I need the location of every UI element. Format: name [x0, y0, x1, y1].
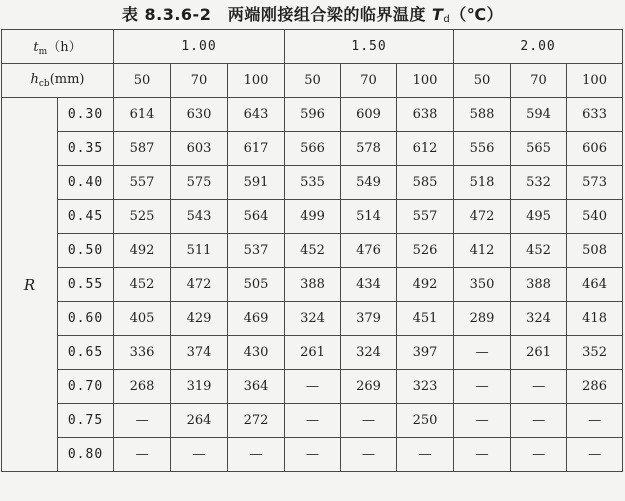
temperature-cell: 388: [511, 268, 567, 302]
temperature-cell: 603: [171, 132, 228, 166]
table-title-var-sub: d: [443, 14, 451, 25]
temperature-cell: 250: [397, 404, 454, 438]
temperature-cell: —: [511, 438, 567, 472]
temperature-cell: 418: [567, 302, 623, 336]
temperature-cell: 643: [228, 98, 285, 132]
temperature-cell: —: [341, 438, 397, 472]
header-hcb-value: 50: [285, 64, 341, 98]
temperature-cell: 535: [285, 166, 341, 200]
temperature-cell: 518: [454, 166, 511, 200]
temperature-cell: 268: [114, 370, 171, 404]
table-row: [2, 200, 623, 234]
header-hcb-value: 100: [567, 64, 623, 98]
temperature-cell: 585: [397, 166, 454, 200]
header-hcb-value: 100: [397, 64, 454, 98]
header-tm-value: 1.00: [114, 30, 285, 64]
temperature-cell: 286: [567, 370, 623, 404]
temperature-cell: 364: [228, 370, 285, 404]
temperature-cell: 549: [341, 166, 397, 200]
tm-unit: （h）: [47, 40, 82, 55]
table-body: [2, 98, 623, 472]
temperature-cell: 630: [171, 98, 228, 132]
temperature-cell: —: [511, 370, 567, 404]
temperature-cell: 596: [285, 98, 341, 132]
table-row: [2, 302, 623, 336]
temperature-cell: 526: [397, 234, 454, 268]
r-value-cell: 0.35: [58, 132, 114, 166]
temperature-cell: 405: [114, 302, 171, 336]
temperature-cell: —: [454, 336, 511, 370]
table-title-var: T: [431, 5, 444, 24]
temperature-cell: 451: [397, 302, 454, 336]
table-title-unit: （℃）: [450, 5, 504, 24]
temperature-cell: 532: [511, 166, 567, 200]
temperature-cell: 476: [341, 234, 397, 268]
temperature-cell: 323: [397, 370, 454, 404]
temperature-cell: 565: [511, 132, 567, 166]
table-row: [2, 336, 623, 370]
temperature-cell: —: [341, 404, 397, 438]
r-value-cell: 0.45: [58, 200, 114, 234]
temperature-cell: 434: [341, 268, 397, 302]
temperature-cell: 388: [285, 268, 341, 302]
temperature-cell: 264: [171, 404, 228, 438]
temperature-cell: 324: [341, 336, 397, 370]
temperature-cell: 614: [114, 98, 171, 132]
temperature-cell: 452: [114, 268, 171, 302]
table-row: [2, 132, 623, 166]
tm-var: t: [33, 40, 39, 55]
r-value-cell: 0.50: [58, 234, 114, 268]
r-value-cell: 0.60: [58, 302, 114, 336]
temperature-cell: 508: [567, 234, 623, 268]
temperature-cell: 566: [285, 132, 341, 166]
temperature-cell: 492: [397, 268, 454, 302]
temperature-cell: —: [511, 404, 567, 438]
temperature-cell: 575: [171, 166, 228, 200]
header-tm-value: 1.50: [285, 30, 454, 64]
temperature-cell: 289: [454, 302, 511, 336]
table-row: [2, 268, 623, 302]
temperature-cell: —: [454, 404, 511, 438]
header-hcb-value: 70: [511, 64, 567, 98]
temperature-cell: 557: [397, 200, 454, 234]
temperature-cell: —: [397, 438, 454, 472]
temperature-cell: —: [114, 438, 171, 472]
header-hcb-label: [2, 64, 114, 98]
temperature-cell: 543: [171, 200, 228, 234]
temperature-cell: 379: [341, 302, 397, 336]
temperature-cell: 324: [285, 302, 341, 336]
temperature-cell: 469: [228, 302, 285, 336]
hcb-unit: (mm): [49, 72, 85, 87]
temperature-cell: —: [228, 438, 285, 472]
header-hcb-value: 70: [171, 64, 228, 98]
table-row: [2, 234, 623, 268]
temperature-cell: 261: [511, 336, 567, 370]
temperature-cell: 556: [454, 132, 511, 166]
temperature-cell: 564: [228, 200, 285, 234]
table-row: [2, 98, 623, 132]
r-value-cell: 0.30: [58, 98, 114, 132]
row-group-label: R: [2, 98, 58, 472]
temperature-cell: 429: [171, 302, 228, 336]
temperature-cell: —: [114, 404, 171, 438]
tm-sub: m: [38, 47, 48, 57]
temperature-cell: 557: [114, 166, 171, 200]
temperature-cell: 492: [114, 234, 171, 268]
temperature-cell: 374: [171, 336, 228, 370]
temperature-cell: 537: [228, 234, 285, 268]
temperature-cell: 412: [454, 234, 511, 268]
temperature-cell: —: [285, 370, 341, 404]
header-hcb-value: 50: [114, 64, 171, 98]
temperature-cell: 452: [511, 234, 567, 268]
table-row: [2, 166, 623, 200]
temperature-cell: 324: [511, 302, 567, 336]
temperature-cell: —: [567, 404, 623, 438]
temperature-cell: 540: [567, 200, 623, 234]
temperature-cell: 261: [285, 336, 341, 370]
header-tm-value: 2.00: [454, 30, 623, 64]
header-row-hcb: [2, 64, 623, 98]
temperature-cell: —: [285, 404, 341, 438]
header-hcb-value: 50: [454, 64, 511, 98]
temperature-cell: 612: [397, 132, 454, 166]
temperature-cell: 352: [567, 336, 623, 370]
temperature-cell: 578: [341, 132, 397, 166]
temperature-cell: 350: [454, 268, 511, 302]
header-hcb-value: 100: [228, 64, 285, 98]
temperature-cell: 452: [285, 234, 341, 268]
temperature-cell: 464: [567, 268, 623, 302]
temperature-cell: —: [567, 438, 623, 472]
temperature-cell: 587: [114, 132, 171, 166]
table-row: [2, 370, 623, 404]
r-value-cell: 0.55: [58, 268, 114, 302]
temperature-cell: 272: [228, 404, 285, 438]
temperature-cell: 594: [511, 98, 567, 132]
header-row-tm: [2, 30, 623, 64]
table-row: [2, 404, 623, 438]
temperature-cell: 430: [228, 336, 285, 370]
temperature-cell: 269: [341, 370, 397, 404]
temperature-cell: 505: [228, 268, 285, 302]
temperature-cell: —: [454, 438, 511, 472]
temperature-cell: 472: [454, 200, 511, 234]
critical-temperature-table: [1, 29, 623, 472]
temperature-cell: 609: [341, 98, 397, 132]
temperature-cell: 336: [114, 336, 171, 370]
r-value-cell: 0.80: [58, 438, 114, 472]
temperature-cell: —: [454, 370, 511, 404]
temperature-cell: 319: [171, 370, 228, 404]
hcb-var: h: [30, 72, 39, 87]
temperature-cell: 472: [171, 268, 228, 302]
temperature-cell: 397: [397, 336, 454, 370]
temperature-cell: 606: [567, 132, 623, 166]
temperature-cell: 525: [114, 200, 171, 234]
header-tm-label: [2, 30, 114, 64]
r-value-cell: 0.70: [58, 370, 114, 404]
table-title-text: 表 8.3.6-2 两端刚接组合梁的临界温度: [121, 5, 432, 24]
temperature-cell: 617: [228, 132, 285, 166]
temperature-cell: 499: [285, 200, 341, 234]
header-hcb-value: 70: [341, 64, 397, 98]
temperature-cell: 511: [171, 234, 228, 268]
table-title: [0, 0, 625, 30]
r-value-cell: 0.40: [58, 166, 114, 200]
temperature-cell: 588: [454, 98, 511, 132]
temperature-cell: 591: [228, 166, 285, 200]
table-row: [2, 438, 623, 472]
temperature-cell: 638: [397, 98, 454, 132]
temperature-cell: 495: [511, 200, 567, 234]
temperature-cell: 514: [341, 200, 397, 234]
temperature-cell: 633: [567, 98, 623, 132]
temperature-cell: —: [285, 438, 341, 472]
temperature-cell: —: [171, 438, 228, 472]
r-value-cell: 0.65: [58, 336, 114, 370]
temperature-cell: 573: [567, 166, 623, 200]
r-value-cell: 0.75: [58, 404, 114, 438]
hcb-sub: cb: [38, 79, 50, 89]
